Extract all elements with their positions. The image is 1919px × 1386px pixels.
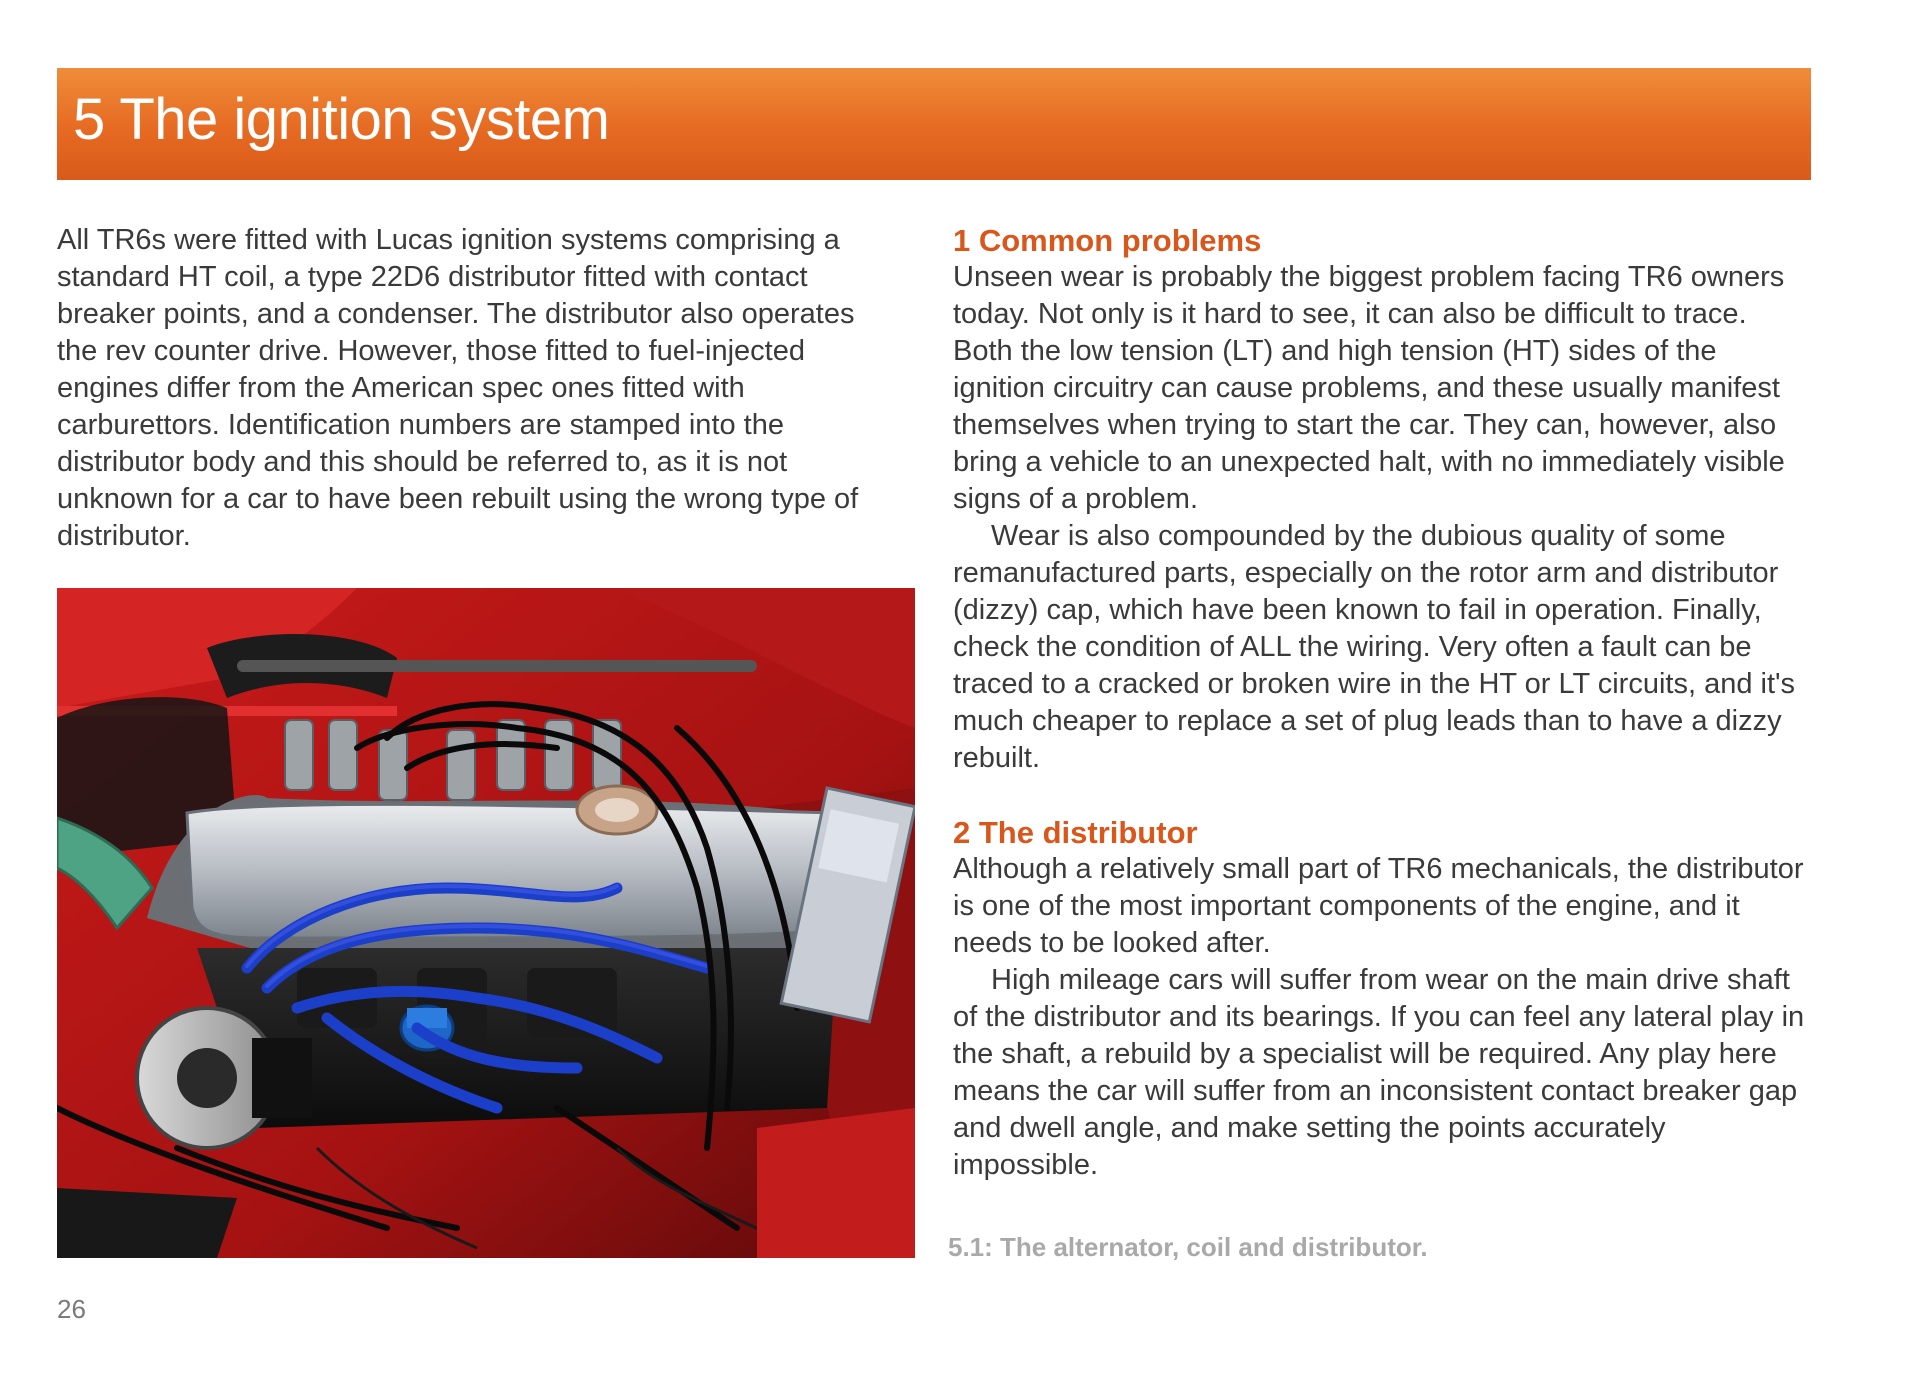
section-spacer	[953, 777, 1813, 814]
intro-paragraph: All TR6s were fitted with Lucas ignition systems comprising a standard HT coil, a type 22D6 distributor fitted with contact breaker points, and a condenser. The distributor also operates the rev counter drive. However, those fitted to fuel-injected engines differ from the American spec ones fitted with carburettors. Identification numbers are stamped into the distributor body and this should be referred to, as it is not unknown for a car to have been rebuilt using the wrong type of distributor.	[57, 224, 859, 552]
chapter-title: 5 The ignition system	[73, 87, 610, 152]
page-number: 26	[57, 1294, 86, 1324]
right-column	[953, 222, 1813, 1184]
engine-photo-illustration	[57, 588, 915, 1258]
common-problems-paragraph-1: Unseen wear is probably the biggest problem facing TR6 owners today. Not only is it hard to see, it can also be difficult to trace. Both the low tension (LT) and high tension (HT) sides of the ignition circuitry can cause problems, and these usually manifest themselves when trying to start the car. They can, however, also bring a vehicle to an unexpected halt, with no immediately visible signs of a problem.	[953, 261, 1785, 515]
distributor-paragraph-2: High mileage cars will suffer from wear on the main drive shaft of the distributor and its bearings. If you can feel any lateral play in the shaft, a rebuild by a specialist will be required. Any play here means the car will suffer from an inconsistent contact breaker gap and dwell angle, and make setting the points accurately impossible.	[953, 964, 1805, 1181]
section-heading-common-problems: 1 Common problems	[953, 223, 1262, 258]
chapter-banner	[57, 68, 1811, 180]
engine-bay-photo	[57, 588, 915, 1258]
common-problems-paragraph-2: Wear is also compounded by the dubious quality of some remanufactured parts, especially on the rotor arm and distributor (dizzy) cap, which have been known to fail in operation. Finally, check the condition of ALL the wiring. Very often a fault can be traced to a cracked or broken wire in the HT or LT circuits, and it's much cheaper to replace a set of plug leads than to have a dizzy rebuilt.	[953, 520, 1796, 774]
left-column	[57, 222, 897, 555]
distributor-paragraph-1: Although a relatively small part of TR6 mechanicals, the distributor is one of the most important components of the engine, and it needs to be looked after.	[953, 853, 1804, 959]
figure-caption: 5.1: The alternator, coil and distributor.	[948, 1232, 1428, 1262]
section-heading-distributor: 2 The distributor	[953, 815, 1198, 850]
